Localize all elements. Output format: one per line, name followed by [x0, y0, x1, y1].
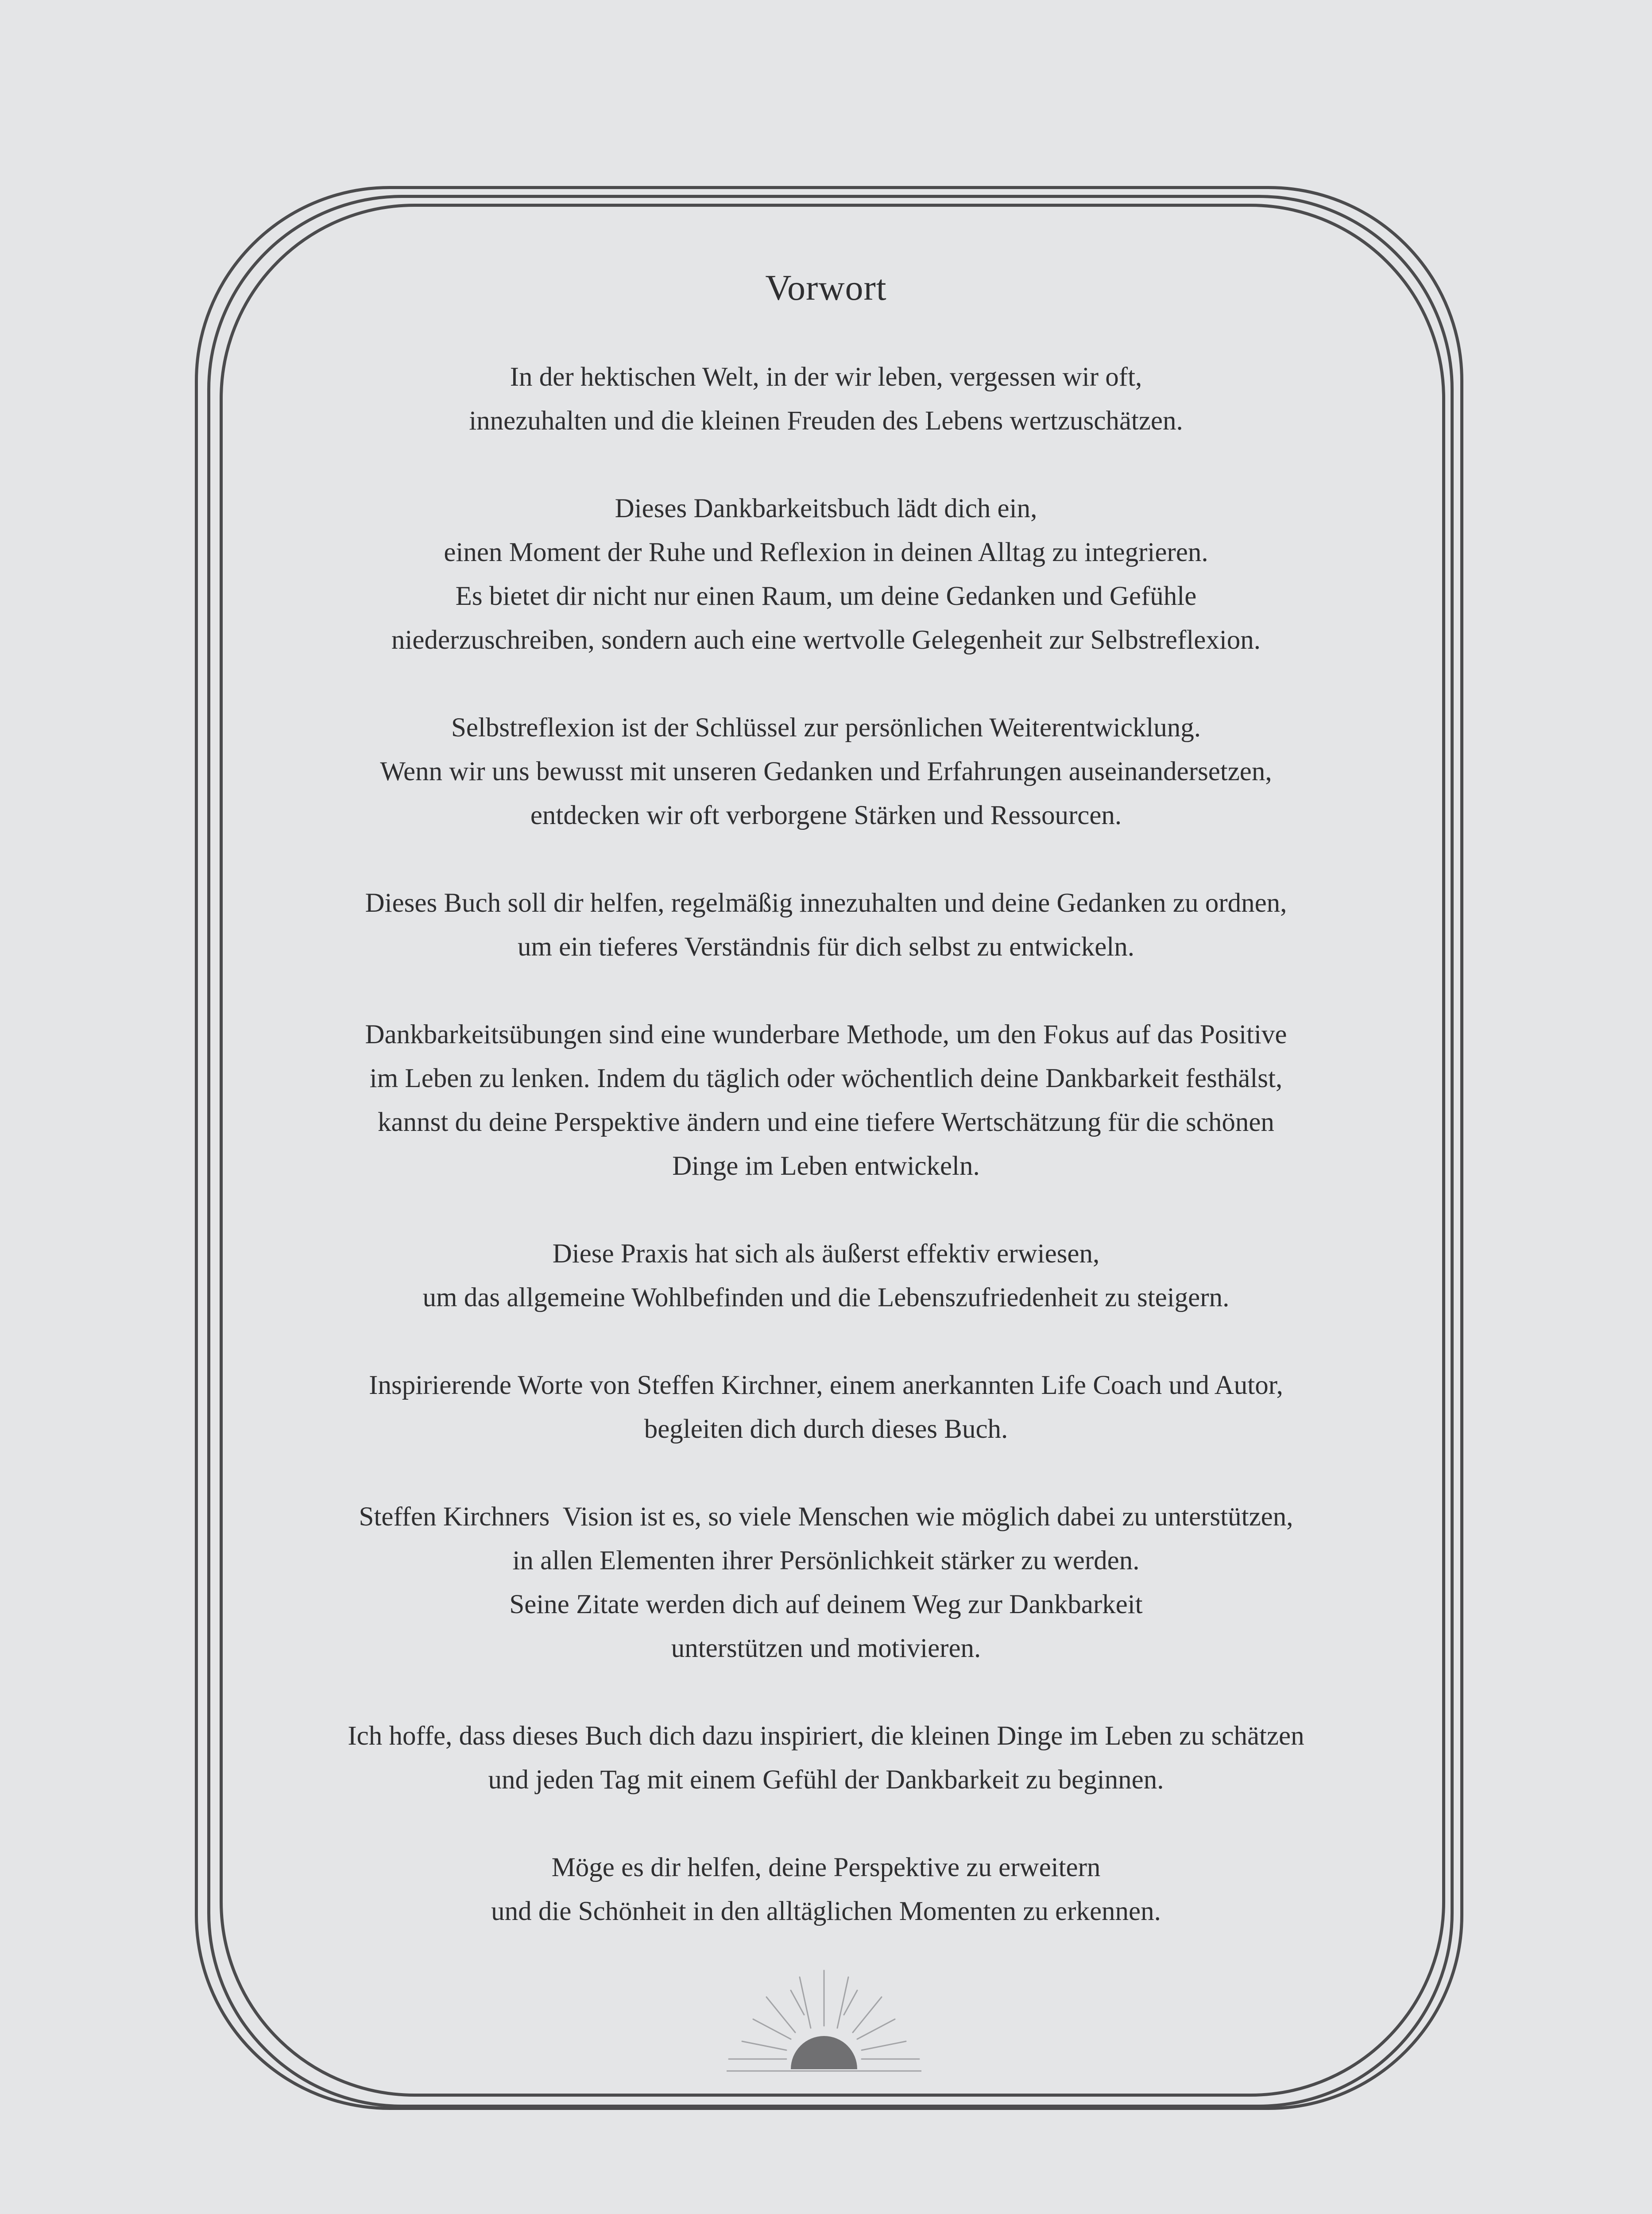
paragraph-6: [266, 1232, 1386, 1320]
sunrise-icon: [724, 1966, 924, 2077]
paragraph-4: [266, 881, 1386, 969]
text-line: innezuhalten und die kleinen Freuden des Lebens wertzuschätzen.: [469, 406, 1183, 436]
text-line: In der hektischen Welt, in der wir leben, vergessen wir oft,: [510, 362, 1142, 392]
paragraph-10: [266, 1846, 1386, 1933]
text-line: Dinge im Leben entwickeln.: [672, 1151, 980, 1181]
text-line: einen Moment der Ruhe und Reflexion in deinen Alltag zu integrieren.: [444, 538, 1208, 567]
text-line: und jeden Tag mit einem Gefühl der Dankbarkeit zu beginnen.: [488, 1765, 1164, 1795]
page-title: Vorwort: [765, 267, 887, 308]
text-line: und die Schönheit in den alltäglichen Momenten zu erkennen.: [491, 1897, 1161, 1926]
text-line: kannst du deine Perspektive ändern und eine tiefere Wertschätzung für die schönen: [378, 1107, 1274, 1137]
text-line: um das allgemeine Wohlbefinden und die Lebenszufriedenheit zu steigern.: [422, 1283, 1230, 1312]
text-line: Selbstreflexion ist der Schlüssel zur persönlichen Weiterentwicklung.: [451, 713, 1201, 743]
text-line: Dieses Buch soll dir helfen, regelmäßig innezuhalten und deine Gedanken zu ordnen,: [365, 888, 1287, 918]
text-line: niederzuschreiben, sondern auch eine wertvolle Gelegenheit zur Selbstreflexion.: [391, 625, 1261, 655]
text-line: Steffen Kirchners Vision ist es, so viele Menschen wie möglich dabei zu unterstützen,: [359, 1502, 1293, 1532]
paragraph-7: [266, 1363, 1386, 1451]
text-line: Möge es dir helfen, deine Perspektive zu erweitern: [551, 1853, 1101, 1882]
paragraph-3: [266, 706, 1386, 837]
text-line: entdecken wir oft verborgene Stärken und Ressourcen.: [530, 801, 1122, 830]
text-line: Diese Praxis hat sich als äußerst effektiv erwiesen,: [552, 1239, 1100, 1269]
paragraph-8: [266, 1495, 1386, 1670]
text-line: unterstützen und motivieren.: [671, 1633, 981, 1663]
text-line: Dankbarkeitsübungen sind eine wunderbare Methode, um den Fokus auf das Positive: [365, 1020, 1287, 1049]
text-line: Ich hoffe, dass dieses Buch dich dazu inspiriert, die kleinen Dinge im Leben zu schätzen: [348, 1721, 1304, 1751]
text-line: Es bietet dir nicht nur einen Raum, um deine Gedanken und Gefühle: [455, 581, 1197, 611]
text-line: Dieses Dankbarkeitsbuch lädt dich ein,: [615, 494, 1037, 523]
text-line: im Leben zu lenken. Indem du täglich oder wöchentlich deine Dankbarkeit festhälst,: [369, 1064, 1283, 1093]
paragraph-1: [266, 355, 1386, 443]
text-line: um ein tieferes Verständnis für dich selbst zu entwickeln.: [517, 932, 1135, 962]
text-line: in allen Elementen ihrer Persönlichkeit stärker zu werden.: [512, 1546, 1140, 1575]
foreword-content: [266, 261, 1386, 1977]
text-line: Wenn wir uns bewusst mit unseren Gedanken und Erfahrungen auseinandersetzen,: [380, 757, 1272, 786]
text-line: Inspirierende Worte von Steffen Kirchner, einem anerkannten Life Coach und Autor,: [369, 1370, 1283, 1400]
paragraph-2: [266, 487, 1386, 662]
text-line: begleiten dich durch dieses Buch.: [644, 1414, 1008, 1444]
paragraph-9: [266, 1714, 1386, 1802]
paragraph-5: [266, 1013, 1386, 1188]
text-line: Seine Zitate werden dich auf deinem Weg zur Dankbarkeit: [509, 1590, 1143, 1619]
